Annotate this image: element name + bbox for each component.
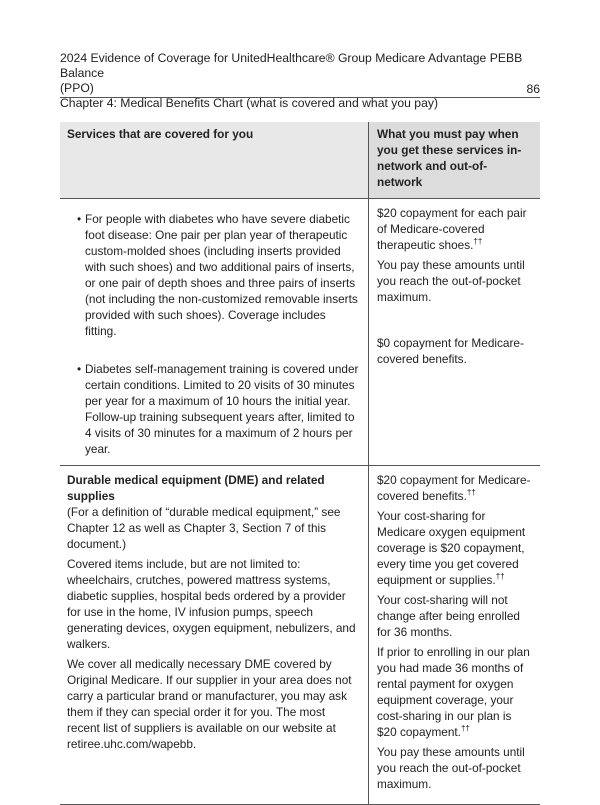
document-title: 2024 Evidence of Coverage for UnitedHealthcare® Group Medicare Advantage PEBB Balance xyxy=(60,51,523,80)
pay-text: You pay these amounts until you reach the out-of-pocket maximum. xyxy=(377,258,525,304)
pay-text: $20 copayment for each pair of Medicare-covered therapeutic shoes.†† xyxy=(377,206,527,252)
bullet-self-management-training: • Diabetes self-management training is covered under certain conditions. Limited to 20 visits of 30 minutes per year for a maximum of 10 hours the initial year. Follow-up training subsequent years after, limited to 4 visits of 30 minutes for a maximum of 2 hours per year. xyxy=(67,361,360,457)
col-header-services: Services that are covered for you xyxy=(60,122,369,199)
col-header-pay: What you must pay when you get these services in-network and out-of-network xyxy=(369,122,541,199)
dme-covered-items: Covered items include, but are not limited to: wheelchairs, crutches, powered mattress systems, diabetic supplies, hospital beds ordered by a provider for use in the home, IV infusion pumps, speech generating devices, oxygen equipment, nebulizers, and walkers. xyxy=(67,557,356,651)
chapter-title: Chapter 4: Medical Benefits Chart (what is covered and what you pay) xyxy=(60,96,439,110)
dme-section: Durable medical equipment (DME) and related supplies (For a definition of “durable medical equipment,” see Chapter 12 as well as Chapter 3, Section 7 of this document.) xyxy=(67,473,341,551)
page-number: 86 xyxy=(526,82,540,96)
header-divider xyxy=(60,97,540,98)
bullet-therapeutic-shoes: • For people with diabetes who have severe diabetic foot disease: One pair per plan year of therapeutic custom-molded shoes (including inserts provided with such shoes) and two additional pairs of inserts, or one pair of depth shoes and three pairs of inserts (not including the non-customized removable inserts provided with such shoes). Coverage includes fitting. xyxy=(67,211,360,339)
dme-title: Durable medical equipment (DME) and related supplies xyxy=(67,473,325,503)
pay-text: Your cost-sharing will not change after being enrolled for 36 months. xyxy=(377,593,520,639)
document-header xyxy=(60,51,540,111)
document-title-cont: (PPO) xyxy=(60,81,94,95)
table-row xyxy=(60,199,540,466)
pay-text: $20 copayment for Medicare-covered benefits.†† xyxy=(377,473,531,503)
pay-text: You pay these amounts until you reach the out-of-pocket maximum. xyxy=(377,745,525,791)
dme-suppliers: We cover all medically necessary DME covered by Original Medicare. If our supplier in your area does not carry a particular brand or manufacturer, you may ask them if they can special order it for you. The most recent list of suppliers is available on our website at retiree.uhc.com/wapebb. xyxy=(67,657,352,751)
pay-text: $0 copayment for Medicare-covered benefits. xyxy=(377,336,524,366)
pay-text: If prior to enrolling in our plan you had made 36 months of rental payment for oxygen equipment coverage, your cost-sharing in our plan is $20 copayment.†† xyxy=(377,645,530,739)
table-header-row xyxy=(60,122,540,199)
pay-text: Your cost-sharing for Medicare oxygen equipment coverage is $20 copayment, every time you get covered equipment or supplies.†† xyxy=(377,509,526,587)
benefits-table xyxy=(60,122,540,805)
table-row xyxy=(60,466,540,805)
